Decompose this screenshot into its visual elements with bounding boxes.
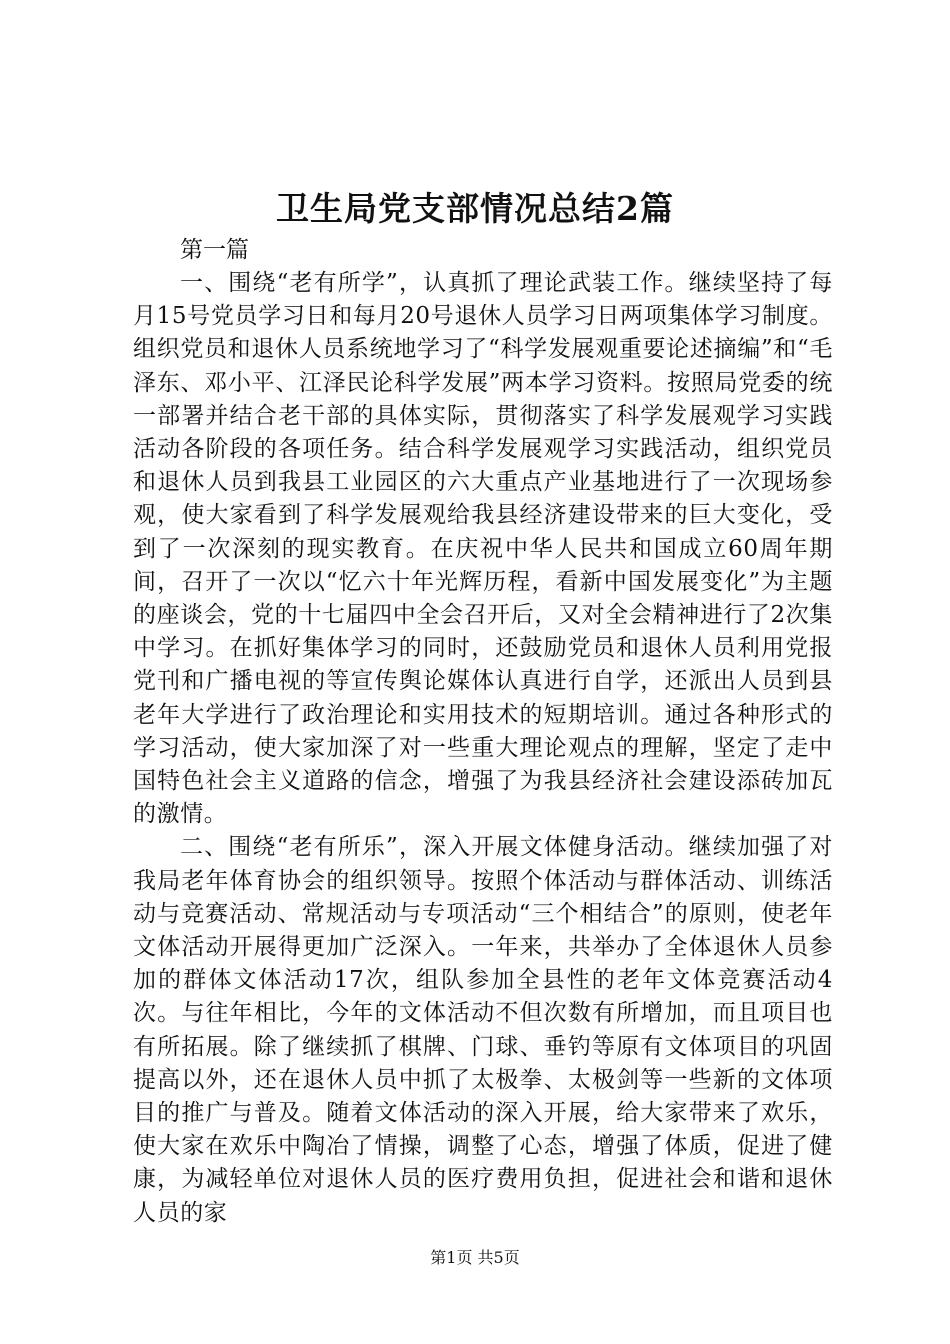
document-body (133, 234, 833, 1230)
paragraph-2: 二、围绕“老有所乐”，深入开展文体健身活动。继续加强了对我局老年体育协会的组织领导。按照个体活动与群体活动、训练活动与竞赛活动、常规活动与专项活动“三个相结合”的原则，使老年文体活动开展得更加广泛深入。一年来，共举办了全体退休人员参加的群体文体活动17次，组队参加全县性的老年文体竞赛活动4次。与往年相比，今年的文体活动不但次数有所增加，而且项目也有所拓展。除了继续抓了棋牌、门球、垂钓等原有文体项目的巩固提高以外，还在退休人员中抓了太极拳、太极剑等一些新的文体项目的推广与普及。随着文体活动的深入开展，给大家带来了欢乐，使大家在欢乐中陶冶了情操，调整了心态，增强了体质，促进了健康，为减轻单位对退休人员的医疗费用负担，促进社会和谐和退休人员的家 (133, 834, 833, 1226)
page-footer: 第1页 共5页 (430, 1248, 520, 1267)
section-label: 第一篇 (180, 237, 249, 263)
document-title: 卫生局党支部情况总结2篇 (276, 189, 674, 228)
paragraph-1: 一、围绕“老有所学”，认真抓了理论武装工作。继续坚持了每月15号党员学习日和每月20号退休人员学习日两项集体学习制度。组织党员和退休人员系统地学习了“科学发展观重要论述摘编”和“毛泽东、邓小平、江泽民论科学发展”两本学习资料。按照局党委的统一部署并结合老干部的具体实际，贯彻落实了科学发展观学习实践活动各阶段的各项任务。结合科学发展观学习实践活动，组织党员和退休人员到我县工业园区的六大重点产业基地进行了一次现场参观，使大家看到了科学发展观给我县经济建设带来的巨大变化，受到了一次深刻的现实教育。在庆祝中华人民共和国成立60周年期间，召开了一次以“忆六十年光辉历程，看新中国发展变化”为主题的座谈会，党的十七届四中全会召开后，又对全会精神进行了2次集中学习。在抓好集体学习的同时，还鼓励党员和退休人员利用党报党刊和广播电视的等宣传舆论媒体认真进行自学，还派出人员到县老年大学进行了政治理论和实用技术的短期培训。通过各种形式的学习活动，使大家加深了对一些重大理论观点的理解，坚定了走中国特色社会主义道路的信念，增强了为我县经济社会建设添砖加瓦的激情。 (133, 270, 833, 828)
